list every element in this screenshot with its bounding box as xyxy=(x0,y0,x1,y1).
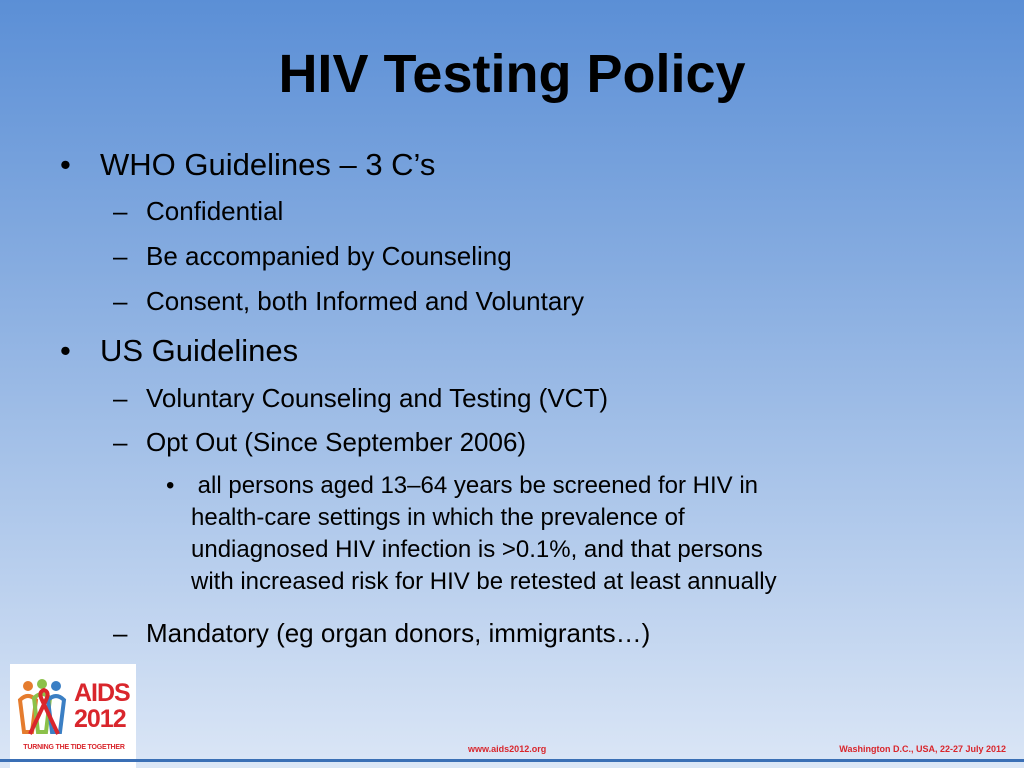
footer-divider xyxy=(0,759,1024,762)
bullet-who-guidelines: WHO Guidelines – 3 C’s xyxy=(100,147,436,182)
detail-line: with increased risk for HIV be retested at least annually xyxy=(191,568,777,595)
sub-item-vct: Voluntary Counseling and Testing (VCT) xyxy=(146,383,608,413)
footer-event-info: Washington D.C., USA, 22-27 July 2012 xyxy=(839,744,1006,754)
bullet-us-guidelines: US Guidelines xyxy=(100,333,299,368)
sub-item-counseling: Be accompanied by Counseling xyxy=(146,241,512,271)
slide-title: HIV Testing Policy xyxy=(278,44,746,104)
dash-marker: – xyxy=(113,618,128,648)
footer-url-link[interactable]: www.aids2012.org xyxy=(468,744,547,754)
detail-line: all persons aged 13–64 years be screened for HIV in xyxy=(191,472,759,499)
opt-out-detail-text xyxy=(191,470,981,598)
sub-item-consent: Consent, both Informed and Voluntary xyxy=(146,286,584,316)
bullet-marker: • xyxy=(60,333,71,368)
bullet-marker: • xyxy=(166,472,175,499)
logo-word: AIDS xyxy=(74,679,130,707)
logo-year: 2012 xyxy=(74,705,126,733)
bullet-marker: • xyxy=(60,147,71,182)
aids2012-logo xyxy=(10,664,136,768)
aids2012-figures-logo-icon xyxy=(16,678,72,738)
dash-marker: – xyxy=(113,241,128,271)
dash-marker: – xyxy=(113,286,128,316)
sub-item-mandatory: Mandatory (eg organ donors, immigrants…) xyxy=(146,618,651,648)
dash-marker: – xyxy=(113,383,128,413)
sub-item-confidential: Confidential xyxy=(146,196,284,226)
dash-marker: – xyxy=(113,427,128,457)
dash-marker: – xyxy=(113,196,128,226)
logo-tagline: TURNING THE TIDE TOGETHER xyxy=(23,744,125,751)
detail-line: undiagnosed HIV infection is >0.1%, and that persons xyxy=(191,536,763,563)
detail-line: health-care settings in which the prevalence of xyxy=(191,504,685,531)
sub-item-opt-out: Opt Out (Since September 2006) xyxy=(146,427,527,457)
